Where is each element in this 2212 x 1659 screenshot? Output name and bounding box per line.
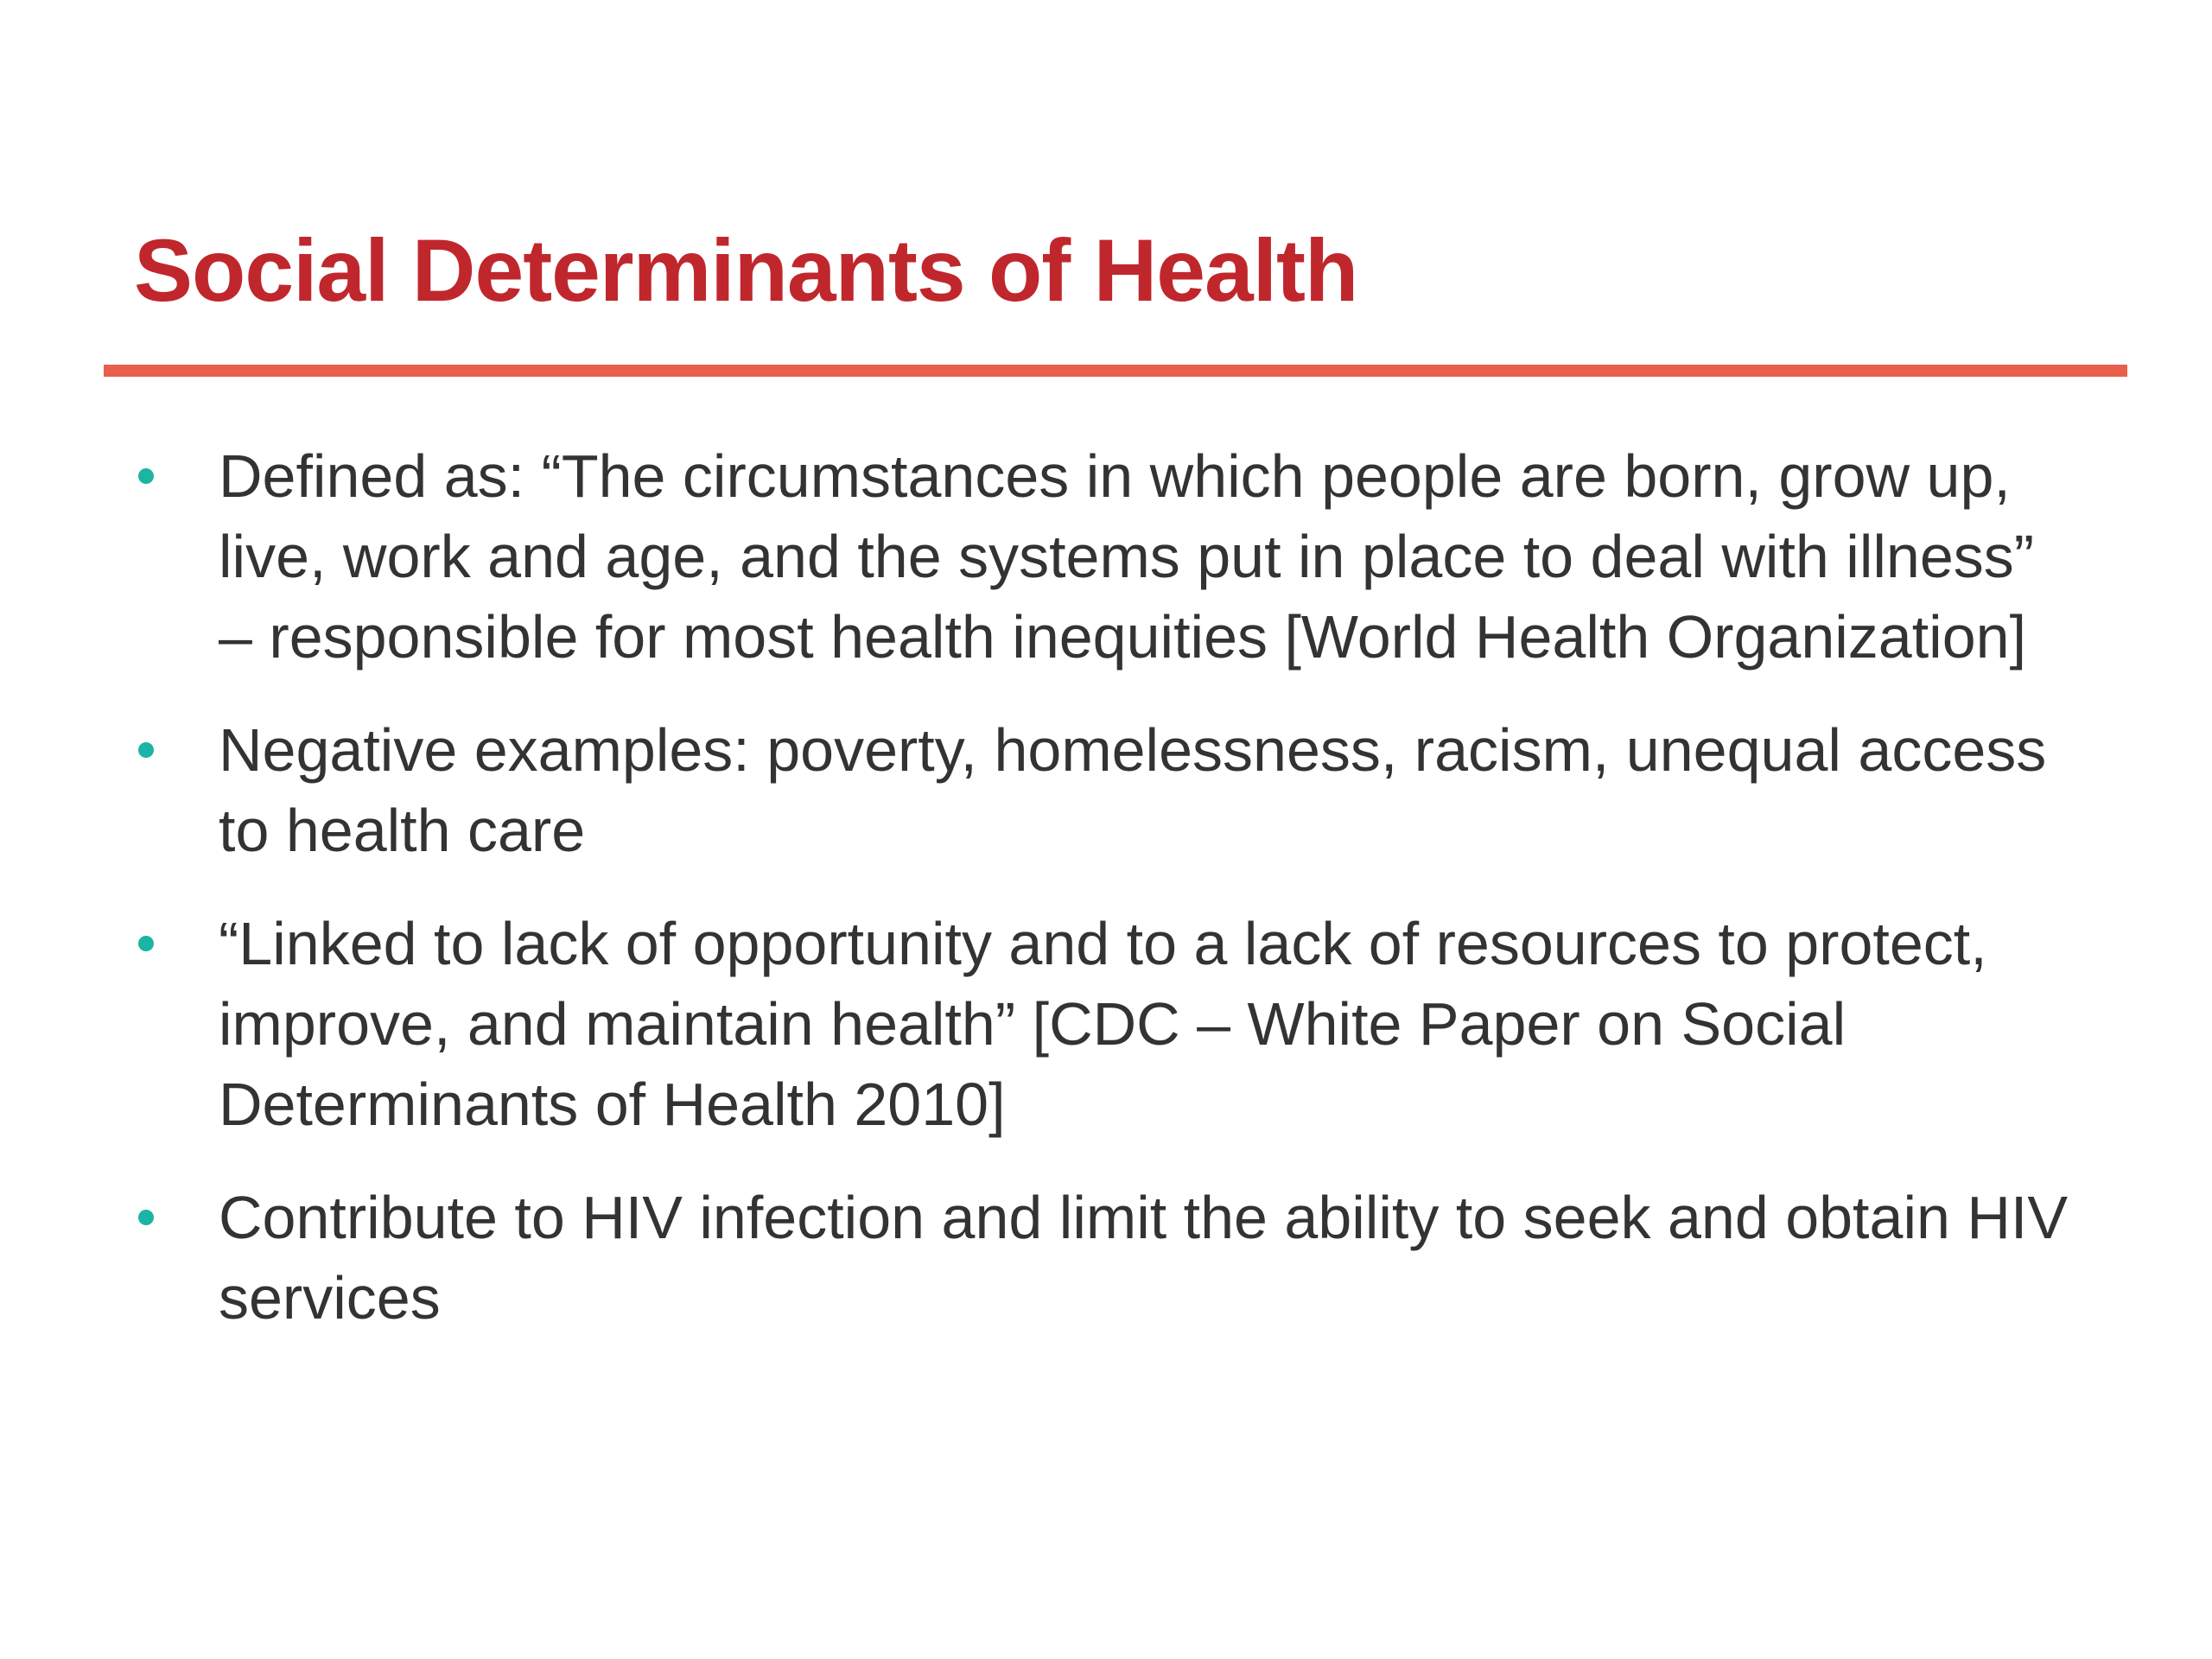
bullet-text: Negative examples: poverty, homelessness, racism, unequal access to health care [219, 716, 2047, 864]
bullet-dot-icon [138, 936, 154, 951]
bullet-dot-icon [138, 1210, 154, 1225]
bullet-text: Defined as: “The circumstances in which people are born, grow up, live, work and age, and the systems put in place to deal with illness” – responsible for most health inequities [World Health Organization] [219, 442, 2035, 671]
bullet-item [130, 904, 2082, 1145]
bullet-item [130, 1178, 2082, 1338]
bullet-text: Contribute to HIV infection and limit the ability to seek and obtain HIV services [219, 1184, 2069, 1332]
bullet-dot-icon [138, 742, 154, 758]
bullet-dot-icon [138, 468, 154, 484]
bullet-item [130, 710, 2082, 871]
slide-title: Social Determinants of Health [134, 221, 1358, 320]
bullet-item [130, 436, 2082, 677]
bullet-text: “Linked to lack of opportunity and to a lack of resources to protect, improve, and maintain health” [CDC – White Paper on Social Determinants of Health 2010] [219, 910, 1987, 1138]
title-divider [104, 365, 2127, 377]
bullet-list [130, 436, 2082, 1371]
